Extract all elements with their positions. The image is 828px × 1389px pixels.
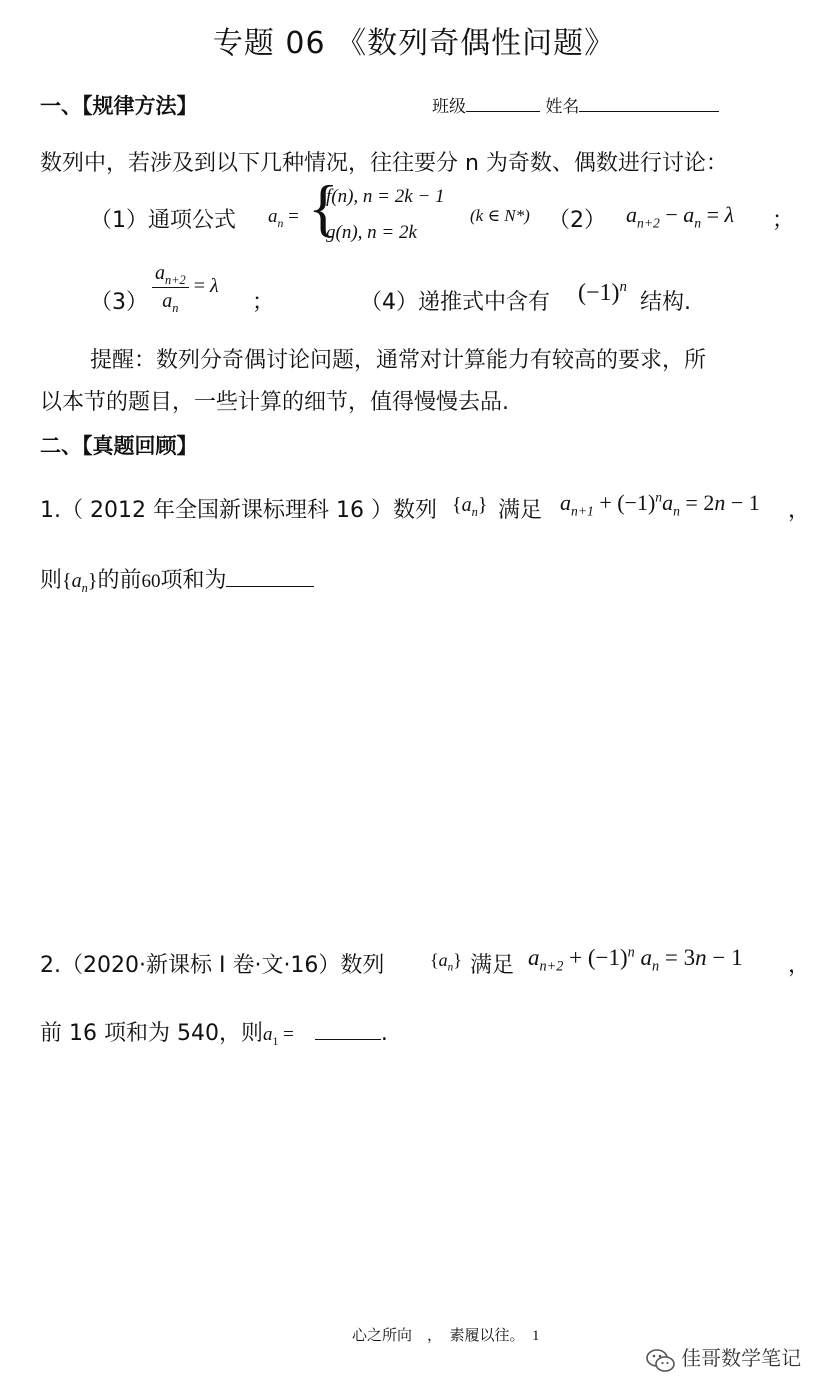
q2-seq: $\{a_n\}$ [430,950,462,974]
q1-line2-prefix: 则 [40,568,63,593]
q1-comma: ， [788,498,811,523]
q2-prefix: 2.（2020·新课标 I 卷·文·16）数列 [40,953,385,978]
q1-formula: $a_{n+1} + (-1)^na_n = 2n - 1$ [560,489,760,519]
q1-prefix: 1.（ 2012 年全国新课标理科 16 ）数列 [40,498,437,523]
case1-bottom: g(n), n = 2k [326,222,417,243]
case1-top: f(n), n = 2k − 1 [326,186,445,207]
student-info [432,92,719,117]
reminder-line-1: 提醒：数列分奇偶讨论问题，通常对计算能力有较高的要求，所 [90,348,707,373]
case3-label: （3） [90,290,148,315]
q1-line2-seq: $\{a_n\}$ [62,570,98,595]
class-blank[interactable] [466,111,540,112]
section-heading-review: 二、【真题回顾】 [40,434,198,458]
name-label: 姓名 [545,97,580,117]
case4-tail: 结构. [640,290,691,315]
wechat-icon [646,1348,676,1374]
case1-an: $a_n$ = [268,206,299,230]
q1-answer-blank[interactable] [226,586,314,587]
q2-line2 [40,1016,388,1047]
case1-brace: { [308,172,339,243]
intro-text: 数列中，若涉及到以下几种情况，往往要分 n 为奇数、偶数进行讨论： [40,151,728,176]
q2-line2-tail: . [380,1021,388,1046]
case1-label: （1）通项公式 [90,208,236,233]
page-footer: 心之所向 ， 素履以往。 1 [352,1328,540,1344]
q2-comma: ， [788,953,811,978]
q1-seq: $\{a_n\}$ [452,494,488,519]
q1-mid: 满足 [498,498,543,523]
q1-line2-tail: 项和为 [160,568,227,593]
q2-line2-prefix: 前 16 项和为 540，则 [40,1021,263,1046]
reminder-line-2: 以本节的题目，一些计算的细节，值得慢慢去品. [40,390,509,415]
q2-mid: 满足 [470,953,515,978]
case1-condition: (k ∈ N*) [470,206,530,225]
case4-formula: $(-1)^n$ [578,279,627,306]
case2-label: （2） [548,208,606,233]
case3-fraction: $\frac{a_{n+2}}{a_n}$ = λ [152,262,219,313]
case2-end: ； [772,208,795,233]
page-title: 专题 06 《数列奇偶性问题》 [212,26,616,61]
brand-name: 佳哥数学笔记 [681,1346,802,1370]
q2-a1: $a_1$ = [262,1024,294,1048]
case2-formula: $a_{n+2} - a_n = \lambda$ [626,202,735,231]
q1-line2-num: 60 [141,571,161,592]
wechat-watermark [646,1342,801,1374]
section-heading-methods: 一、【规律方法】 [40,94,198,118]
case3-end: ； [252,290,275,315]
q2-answer-blank[interactable] [315,1039,381,1040]
class-label: 班级 [432,97,466,117]
case4-label: （4）递推式中含有 [360,290,550,315]
q2-formula: $a_{n+2} + (-1)^n$ $a_n = 3n - 1$ [528,944,743,975]
q1-line2-mid: 的前 [97,568,142,593]
name-blank[interactable] [579,111,719,112]
q1-line2 [40,563,314,594]
